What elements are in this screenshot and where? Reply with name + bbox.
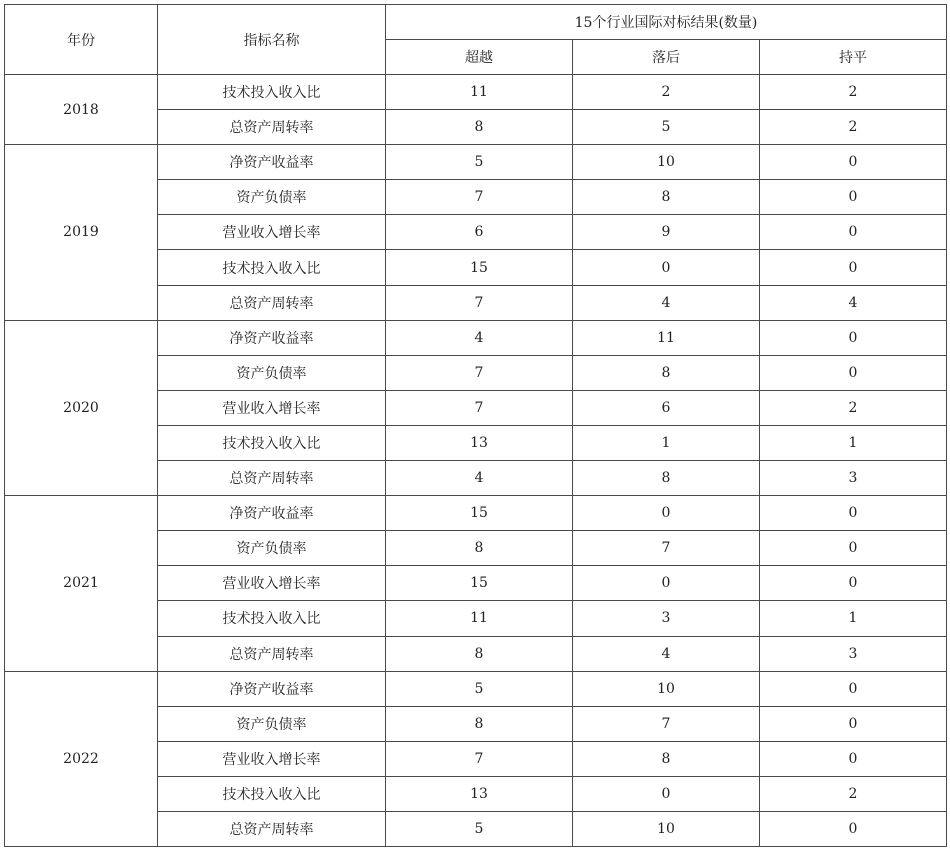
exceed-cell: 15 (386, 566, 573, 601)
behind-cell: 2 (573, 75, 760, 110)
exceed-cell: 13 (386, 425, 573, 460)
behind-cell: 0 (573, 250, 760, 285)
exceed-cell: 8 (386, 110, 573, 145)
equal-cell: 0 (760, 145, 947, 180)
exceed-cell: 7 (386, 390, 573, 425)
equal-cell: 3 (760, 636, 947, 671)
equal-cell: 0 (760, 496, 947, 531)
indicator-cell: 营业收入增长率 (158, 566, 386, 601)
equal-cell: 0 (760, 531, 947, 566)
indicator-cell: 总资产周转率 (158, 636, 386, 671)
behind-cell: 10 (573, 671, 760, 706)
indicator-cell: 净资产收益率 (158, 320, 386, 355)
behind-cell: 0 (573, 776, 760, 811)
year-cell: 2020 (5, 320, 158, 495)
behind-cell: 0 (573, 496, 760, 531)
exceed-cell: 6 (386, 215, 573, 250)
equal-cell: 1 (760, 601, 947, 636)
equal-cell: 0 (760, 741, 947, 776)
equal-cell: 0 (760, 215, 947, 250)
exceed-cell: 7 (386, 285, 573, 320)
table-row (5, 145, 947, 180)
exceed-cell: 11 (386, 75, 573, 110)
indicator-cell: 资产负债率 (158, 706, 386, 741)
year-cell: 2022 (5, 671, 158, 846)
exceed-cell: 8 (386, 531, 573, 566)
exceed-cell: 15 (386, 496, 573, 531)
behind-cell: 7 (573, 531, 760, 566)
exceed-cell: 15 (386, 250, 573, 285)
behind-cell: 1 (573, 425, 760, 460)
equal-cell: 0 (760, 250, 947, 285)
behind-cell: 4 (573, 285, 760, 320)
equal-cell: 3 (760, 461, 947, 496)
exceed-cell: 5 (386, 811, 573, 846)
equal-cell: 2 (760, 776, 947, 811)
behind-cell: 8 (573, 741, 760, 776)
indicator-cell: 技术投入收入比 (158, 776, 386, 811)
header-result-group: 15个行业国际对标结果(数量) (386, 5, 947, 40)
indicator-cell: 营业收入增长率 (158, 215, 386, 250)
benchmark-table (4, 4, 947, 847)
indicator-cell: 技术投入收入比 (158, 250, 386, 285)
behind-cell: 5 (573, 110, 760, 145)
exceed-cell: 7 (386, 741, 573, 776)
behind-cell: 3 (573, 601, 760, 636)
behind-cell: 6 (573, 390, 760, 425)
indicator-cell: 技术投入收入比 (158, 75, 386, 110)
indicator-cell: 净资产收益率 (158, 145, 386, 180)
behind-cell: 11 (573, 320, 760, 355)
header-behind: 落后 (573, 40, 760, 75)
exceed-cell: 5 (386, 671, 573, 706)
behind-cell: 8 (573, 461, 760, 496)
equal-cell: 0 (760, 671, 947, 706)
behind-cell: 7 (573, 706, 760, 741)
equal-cell: 0 (760, 355, 947, 390)
indicator-cell: 技术投入收入比 (158, 425, 386, 460)
exceed-cell: 4 (386, 320, 573, 355)
exceed-cell: 7 (386, 355, 573, 390)
equal-cell: 2 (760, 75, 947, 110)
indicator-cell: 总资产周转率 (158, 461, 386, 496)
year-cell: 2019 (5, 145, 158, 320)
equal-cell: 2 (760, 110, 947, 145)
indicator-cell: 营业收入增长率 (158, 390, 386, 425)
table-row (5, 75, 947, 110)
behind-cell: 4 (573, 636, 760, 671)
exceed-cell: 11 (386, 601, 573, 636)
exceed-cell: 4 (386, 461, 573, 496)
exceed-cell: 5 (386, 145, 573, 180)
behind-cell: 8 (573, 180, 760, 215)
equal-cell: 0 (760, 320, 947, 355)
indicator-cell: 总资产周转率 (158, 811, 386, 846)
exceed-cell: 8 (386, 636, 573, 671)
indicator-cell: 营业收入增长率 (158, 741, 386, 776)
indicator-cell: 技术投入收入比 (158, 601, 386, 636)
equal-cell: 0 (760, 811, 947, 846)
indicator-cell: 总资产周转率 (158, 110, 386, 145)
header-year: 年份 (5, 5, 158, 75)
equal-cell: 1 (760, 425, 947, 460)
header-indicator: 指标名称 (158, 5, 386, 75)
equal-cell: 0 (760, 566, 947, 601)
exceed-cell: 13 (386, 776, 573, 811)
table-row (5, 671, 947, 706)
behind-cell: 8 (573, 355, 760, 390)
header-equal: 持平 (760, 40, 947, 75)
behind-cell: 0 (573, 566, 760, 601)
equal-cell: 0 (760, 706, 947, 741)
exceed-cell: 8 (386, 706, 573, 741)
equal-cell: 4 (760, 285, 947, 320)
indicator-cell: 净资产收益率 (158, 496, 386, 531)
behind-cell: 10 (573, 811, 760, 846)
behind-cell: 10 (573, 145, 760, 180)
table-row (5, 320, 947, 355)
year-cell: 2018 (5, 75, 158, 145)
indicator-cell: 资产负债率 (158, 531, 386, 566)
behind-cell: 9 (573, 215, 760, 250)
header-exceed: 超越 (386, 40, 573, 75)
indicator-cell: 总资产周转率 (158, 285, 386, 320)
table-body (5, 75, 947, 847)
exceed-cell: 7 (386, 180, 573, 215)
equal-cell: 2 (760, 390, 947, 425)
indicator-cell: 净资产收益率 (158, 671, 386, 706)
indicator-cell: 资产负债率 (158, 355, 386, 390)
indicator-cell: 资产负债率 (158, 180, 386, 215)
year-cell: 2021 (5, 496, 158, 671)
equal-cell: 0 (760, 180, 947, 215)
table-row (5, 496, 947, 531)
table-header (5, 5, 947, 75)
